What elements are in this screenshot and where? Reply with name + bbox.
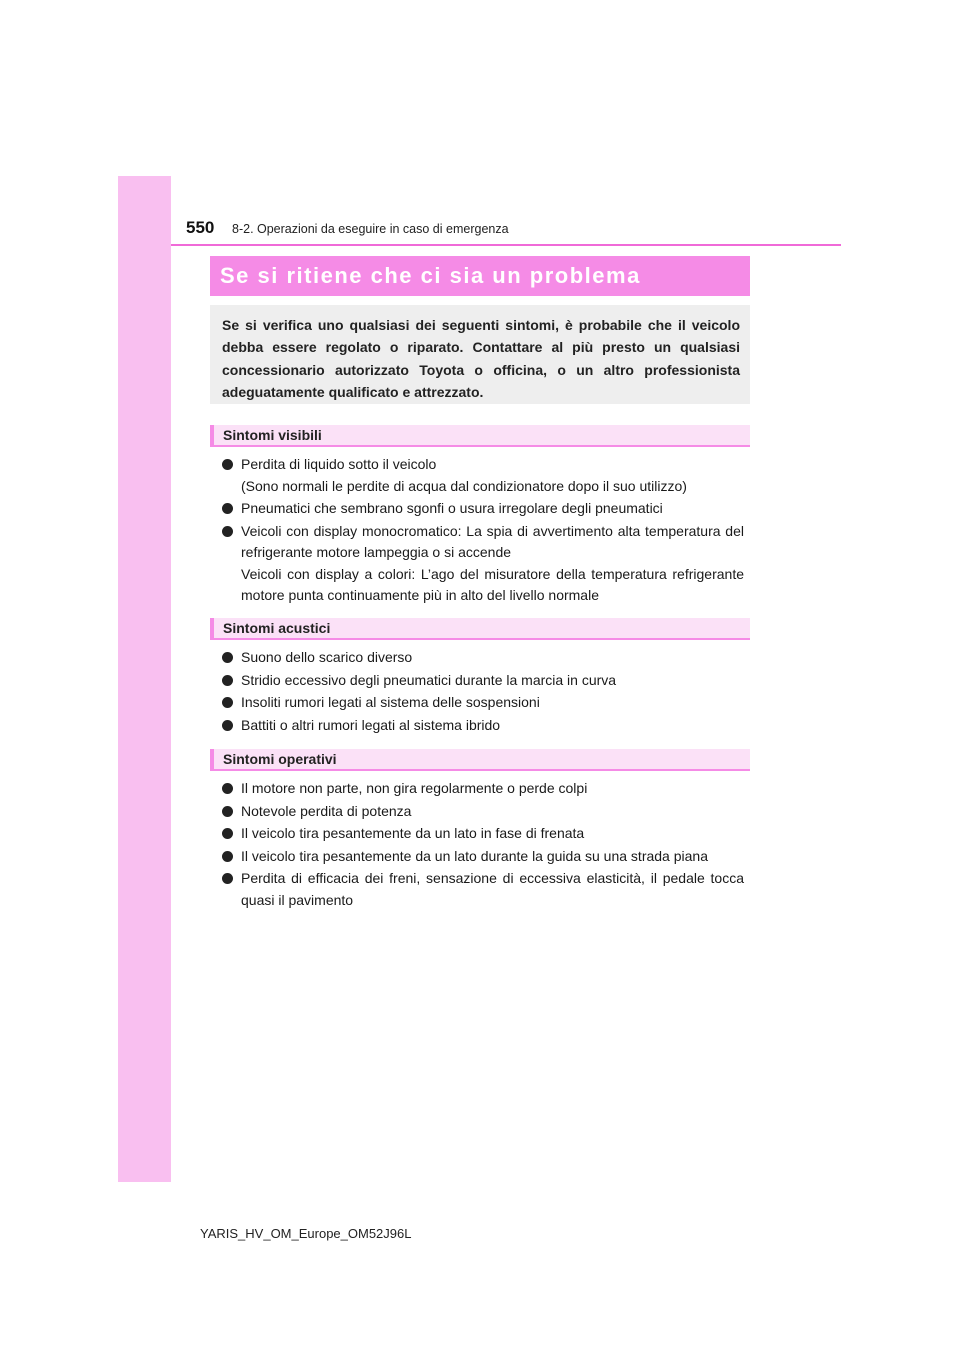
section-header-visible-symptoms	[210, 425, 750, 447]
list-item: Il veicolo tira pesantemente da un lato in fase di frenata	[222, 823, 744, 845]
bullet-icon	[222, 526, 233, 537]
intro-text: Se si verifica uno qualsiasi dei seguenti sintomi, è probabile che il veicolo debba essere regolato o riparato. Contattare al più presto un qualsiasi concessionario autorizzato Toyota o officina, o un altro professionista adeguatamente qualificato e attrezzato.	[222, 317, 740, 401]
header-divider	[171, 244, 841, 246]
intro-box	[210, 305, 750, 404]
list-item: Perdita di efficacia dei freni, sensazione di eccessiva elasticità, il pedale tocca quasi il pavimento	[222, 868, 744, 911]
side-tab-strip	[118, 176, 171, 1182]
bullet-icon	[222, 652, 233, 663]
list-item: Suono dello scarico diverso	[222, 647, 744, 669]
bullet-icon	[222, 783, 233, 794]
section-title: Sintomi visibili	[223, 427, 322, 443]
list-item: Pneumatici che sembrano sgonfi o usura irregolare degli pneumatici	[222, 498, 744, 520]
section-title: Sintomi operativi	[223, 751, 337, 767]
page-number: 550	[186, 218, 215, 237]
section-header-acoustic-symptoms	[210, 618, 750, 640]
bullet-icon	[222, 806, 233, 817]
acoustic-symptoms-list	[222, 647, 744, 737]
list-item: Veicoli con display monocromatico: La spia di avvertimento alta temperatura del refrigerante motore lampeggia o si accende Veicoli con display a colori: L’ago del misuratore della temperatura refrigerante motore punta continuamente più in alto del livello normale	[222, 521, 744, 607]
list-item: Notevole perdita di potenza	[222, 801, 744, 823]
list-item: Il veicolo tira pesantemente da un lato durante la guida su una strada piana	[222, 846, 744, 868]
bullet-icon	[222, 675, 233, 686]
bullet-icon	[222, 873, 233, 884]
page-title-bar	[210, 256, 750, 296]
bullet-icon	[222, 459, 233, 470]
bullet-icon	[222, 697, 233, 708]
list-item: Battiti o altri rumori legati al sistema ibrido	[222, 715, 744, 737]
list-item: Stridio eccessivo degli pneumatici durante la marcia in curva	[222, 670, 744, 692]
section-header-operational-symptoms	[210, 749, 750, 771]
operational-symptoms-list	[222, 778, 744, 912]
list-item: Perdita di liquido sotto il veicolo (Sono normali le perdite di acqua dal condizionatore dopo il suo utilizzo)	[222, 454, 744, 497]
bullet-icon	[222, 828, 233, 839]
list-item: Insoliti rumori legati al sistema delle sospensioni	[222, 692, 744, 714]
section-title: Sintomi acustici	[223, 620, 331, 636]
bullet-icon	[222, 503, 233, 514]
page-title: Se si ritiene che ci sia un problema	[220, 263, 641, 288]
bullet-icon	[222, 720, 233, 731]
list-item: Il motore non parte, non gira regolarmente o perde colpi	[222, 778, 744, 800]
breadcrumb: 8-2. Operazioni da eseguire in caso di emergenza	[232, 222, 509, 236]
visible-symptoms-list	[222, 454, 744, 608]
footer-document-code: YARIS_HV_OM_Europe_OM52J96L	[200, 1226, 412, 1241]
bullet-icon	[222, 851, 233, 862]
